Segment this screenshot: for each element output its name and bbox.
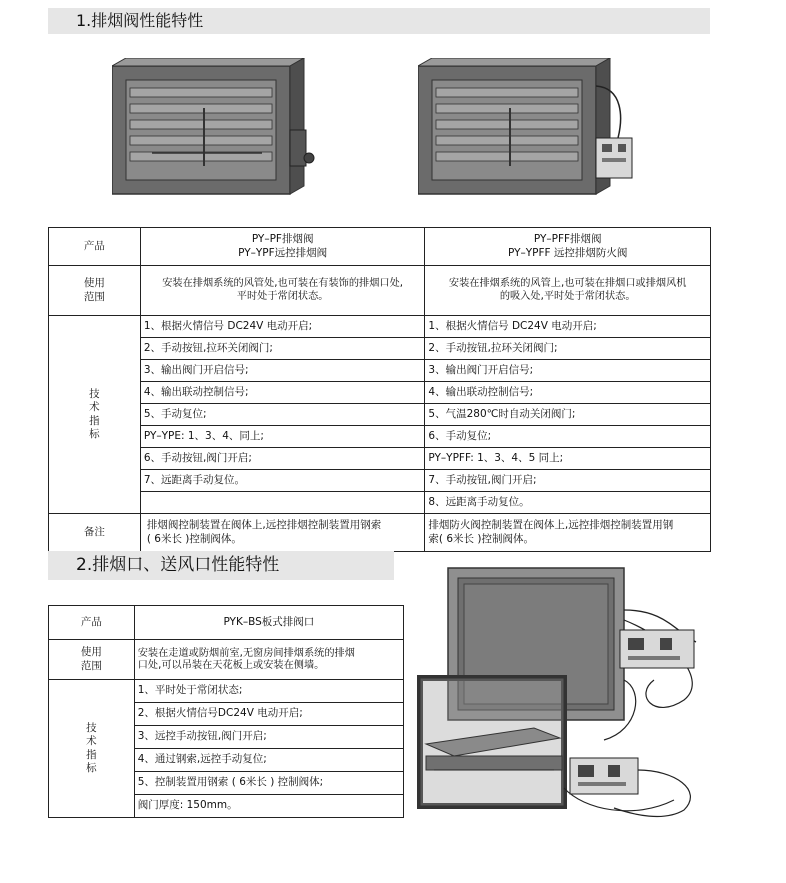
spec-item: 3、输出阀门开启信号;: [140, 360, 425, 382]
spec-item: 阀门厚度: 150mm。: [134, 795, 403, 818]
section2-title: 2.排烟口、送风口性能特性: [48, 551, 394, 580]
usage-label: 使用 范围: [49, 266, 141, 316]
spec-item: 6、手动复位;: [425, 426, 711, 448]
section1-title: 1.排烟阀性能特性: [48, 8, 710, 34]
spec-label: 技 术 指 标: [49, 316, 141, 514]
product-name: PYK–BS板式排阀口: [134, 606, 403, 640]
spec-item: 7、手动按钮,阀门开启;: [425, 470, 711, 492]
remarks-col1: 排烟阀控制装置在阀体上,远控排烟控制装置用钢索 ( 6米长 )控制阀体。: [140, 514, 425, 552]
usage-col2: 安装在排烟系统的风管上,也可装在排烟口或排烟风机 的吸入处,平时处于常闭状态。: [425, 266, 711, 316]
product-name-col2: PY–PFF排烟阀 PY–YPFF 远控排烟防火阀: [425, 228, 711, 266]
smoke-outlet-photo: [414, 560, 714, 822]
smoke-fire-damper-photo: [418, 58, 638, 198]
spec-item: 8、远距离手动复位。: [425, 492, 711, 514]
spec-item: 1、根据火情信号 DC24V 电动开启;: [425, 316, 711, 338]
spec-item: 2、手动按钮,拉环关闭阀门;: [140, 338, 425, 360]
smoke-damper-photo: [112, 58, 317, 198]
usage-col1: 安装在排烟系统的风管处,也可装在有装饰的排烟口处, 平时处于常闭状态。: [140, 266, 425, 316]
product-name-col1: PY–PF排烟阀 PY–YPF远控排烟阀: [140, 228, 425, 266]
spec-item: PY–YPFF: 1、3、4、5 同上;: [425, 448, 711, 470]
usage-label: 使用 范围: [49, 640, 135, 680]
smoke-damper-spec-table: [48, 227, 711, 552]
spec-item: 2、根据火情信号DC24V 电动开启;: [134, 703, 403, 726]
spec-item: 5、控制装置用钢索 ( 6米长 ) 控制阀体;: [134, 772, 403, 795]
usage-text: 安装在走道或防烟前室,无窗房间排烟系统的排烟 口处,可以吊装在天花板上或安装在侧墙。: [134, 640, 403, 680]
smoke-outlet-spec-table: [48, 605, 404, 818]
spec-item: 7、远距离手动复位。: [140, 470, 425, 492]
spec-item: 5、手动复位;: [140, 404, 425, 426]
spec-item: 3、输出阀门开启信号;: [425, 360, 711, 382]
spec-item: 5、气温280℃时自动关闭阀门;: [425, 404, 711, 426]
spec-item: PY–YPE: 1、3、4、同上;: [140, 426, 425, 448]
spec-item: 1、根据火情信号 DC24V 电动开启;: [140, 316, 425, 338]
spec-item: 2、手动按钮,拉环关闭阀门;: [425, 338, 711, 360]
product-label: 产品: [49, 606, 135, 640]
spec-item: 1、平时处于常闭状态;: [134, 680, 403, 703]
spec-item: 3、远控手动按钮,阀门开启;: [134, 726, 403, 749]
spec-item: 4、通过钢索,远控手动复位;: [134, 749, 403, 772]
remarks-label: 备注: [49, 514, 141, 552]
spec-item: [140, 492, 425, 514]
spec-label: 技 术 指 标: [49, 680, 135, 818]
product-label: 产品: [49, 228, 141, 266]
spec-item: 6、手动按钮,阀门开启;: [140, 448, 425, 470]
remarks-col2: 排烟防火阀控制装置在阀体上,远控排烟控制装置用钢 索( 6米长 )控制阀体。: [425, 514, 711, 552]
spec-item: 4、输出联动控制信号;: [425, 382, 711, 404]
spec-item: 4、输出联动控制信号;: [140, 382, 425, 404]
